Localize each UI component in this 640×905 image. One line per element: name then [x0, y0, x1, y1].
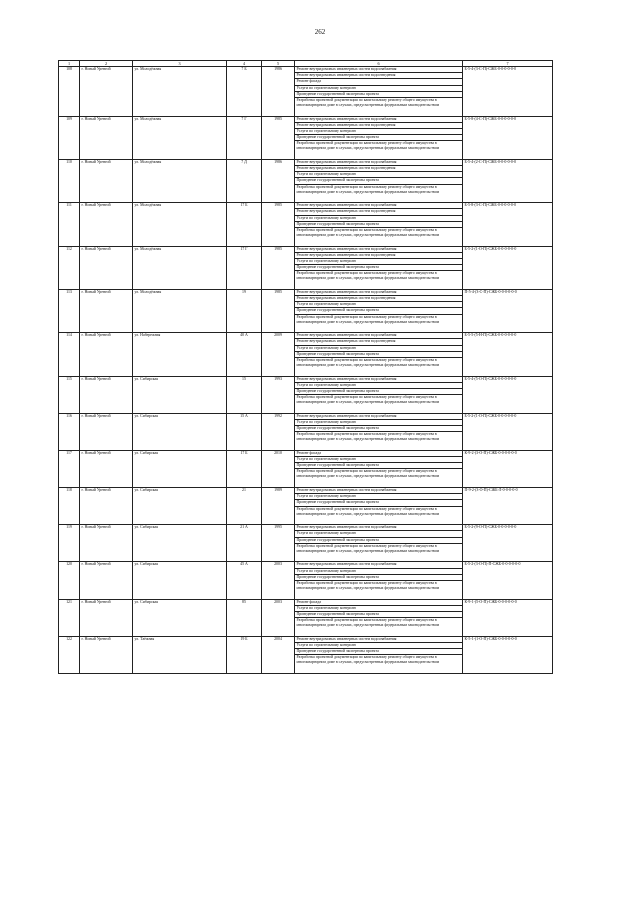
work-item: Разработка проектной документации по капитальному ремонту общего имущества в многоквартирном доме в случаях, предусмотренных федеральным законодательством: [295, 506, 463, 525]
entry-house: 15 А: [227, 413, 262, 450]
work-item: Разработка проектной документации по капитальному ремонту общего имущества в многоквартирном доме в случаях, предусмотренных федеральным законодательством: [295, 314, 463, 333]
entry-year: 1992: [262, 413, 295, 450]
table-body: [59, 67, 553, 674]
entry-number: 111: [59, 203, 80, 246]
table-row: [59, 636, 553, 642]
entry-street: ул. Сибирская: [133, 413, 227, 450]
entry-house: 40 А: [227, 333, 262, 376]
entry-year: 1985: [262, 116, 295, 159]
work-item: Ремонт внутридомовых инженерных систем водоснабжения: [295, 203, 463, 209]
work-item: Проведение государственной экспертизы проекта: [295, 265, 463, 271]
column-header: 1: [59, 61, 80, 67]
entry-street: ул. Молодёжная: [133, 246, 227, 289]
work-item: Ремонт внутридомовых инженерных систем водоснабжения: [295, 246, 463, 252]
work-item: Разработка проектной документации по капитальному ремонту общего имущества в многоквартирном доме в случаях, предусмотренных федеральным законодательством: [295, 655, 463, 674]
building-code: Б-5-2-(3-О-П)-П-СЖБ-0-0-0-0-0-0: [463, 562, 553, 599]
building-code: К-5-1-(1-О-П)-СЖБ-0-0-0-0-0-0: [463, 636, 553, 673]
table-row: [59, 159, 553, 165]
entry-street: ул. Сибирская: [133, 376, 227, 413]
work-item: Проведение государственной экспертизы проекта: [295, 426, 463, 432]
work-item: Разработка проектной документации по капитальному ремонту общего имущества в многоквартирном доме в случаях, предусмотренных федеральным законодательством: [295, 141, 463, 160]
entry-house: 17 Б: [227, 203, 262, 246]
work-item: Разработка проектной документации по капитальному ремонту общего имущества в многоквартирном доме в случаях, предусмотренных федеральным законодательством: [295, 432, 463, 451]
work-item: Ремонт внутридомовых инженерных систем водоснабжения: [295, 159, 463, 165]
building-code: Б-5-8-(3-С-П)-СЖБ-0-0-0-0-0-0: [463, 203, 553, 246]
entry-city: г. Новый Уренгой: [80, 67, 133, 117]
work-item: Проведение государственной экспертизы проекта: [295, 221, 463, 227]
entry-house: 15: [227, 376, 262, 413]
table-row: [59, 289, 553, 295]
column-header: 2: [80, 61, 133, 67]
work-item: Ремонт фасада: [295, 599, 463, 605]
table-row: [59, 562, 553, 568]
work-item: Ремонт внутридомовых инженерных систем водоснабжения: [295, 333, 463, 339]
building-code: Б-5-4-(2-С-П)-СЖБ-0-0-0-0-0-0: [463, 159, 553, 202]
entry-house: 45 А: [227, 562, 262, 599]
entry-street: ул. Молодёжная: [133, 203, 227, 246]
work-item: Разработка проектной документации по капитальному ремонту общего имущества в многоквартирном доме в случаях, предусмотренных федеральным законодательством: [295, 227, 463, 246]
building-code: К-9-1-(5-О-П)-СЖБ-0-0-0-0-0-0: [463, 599, 553, 636]
work-item: Услуги по строительному контролю: [295, 494, 463, 500]
work-item: Проведение государственной экспертизы проекта: [295, 500, 463, 506]
work-item: Разработка проектной документации по капитальному ремонту общего имущества в многоквартирном доме в случаях, предусмотренных федеральным законодательством: [295, 543, 463, 562]
entry-house: 21: [227, 488, 262, 525]
entry-street: ул. Сибирская: [133, 488, 227, 525]
work-item: Проведение государственной экспертизы проекта: [295, 178, 463, 184]
column-header: 7: [463, 61, 553, 67]
entry-number: 122: [59, 636, 80, 673]
table-row: [59, 376, 553, 382]
building-code: Б-5-2-(1-О-П)-СЖБ-0-0-0-0-0-0: [463, 246, 553, 289]
entry-year: 1985: [262, 289, 295, 332]
entry-city: г. Новый Уренгой: [80, 159, 133, 202]
table-row: [59, 525, 553, 531]
entry-house: 7 Г: [227, 116, 262, 159]
work-item: Услуги по строительному контролю: [295, 419, 463, 425]
entry-year: 1989: [262, 488, 295, 525]
column-header: 6: [295, 61, 463, 67]
table-row: [59, 203, 553, 209]
work-item: Ремонт внутридомовых инженерных систем водоотведения: [295, 296, 463, 302]
work-item: Услуги по строительному контролю: [295, 302, 463, 308]
entry-number: 110: [59, 159, 80, 202]
entry-number: 112: [59, 246, 80, 289]
work-item: Ремонт фасада: [295, 79, 463, 85]
entry-year: 1985: [262, 203, 295, 246]
entry-year: 1986: [262, 67, 295, 117]
work-item: Услуги по строительному контролю: [295, 172, 463, 178]
work-item: Ремонт фасада: [295, 450, 463, 456]
entry-number: 115: [59, 376, 80, 413]
work-item: Проведение государственной экспертизы проекта: [295, 463, 463, 469]
building-code: Б-5-2-(1-О-П)-СЖБ-0-0-0-0-0-0: [463, 413, 553, 450]
entry-city: г. Новый Уренгой: [80, 413, 133, 450]
work-item: Ремонт внутридомовых инженерных систем водоснабжения: [295, 636, 463, 642]
work-item: Разработка проектной документации по капитальному ремонту общего имущества в многоквартирном доме в случаях, предусмотренных федеральным законодательством: [295, 358, 463, 377]
entry-house: 7 Б: [227, 67, 262, 117]
entry-number: 118: [59, 488, 80, 525]
entry-city: г. Новый Уренгой: [80, 450, 133, 487]
work-item: Услуги по строительному контролю: [295, 215, 463, 221]
work-item: Услуги по строительному контролю: [295, 568, 463, 574]
work-item: Ремонт внутридомовых инженерных систем водоотведения: [295, 339, 463, 345]
entry-city: г. Новый Уренгой: [80, 116, 133, 159]
entry-year: 2009: [262, 333, 295, 376]
building-code: П-9-2-(3-О-П)-СЖБ-Л-0-0-0-0-0: [463, 488, 553, 525]
entry-street: ул. Сибирская: [133, 562, 227, 599]
column-header: 4: [227, 61, 262, 67]
repair-register-table: [58, 60, 553, 674]
entry-number: 120: [59, 562, 80, 599]
entry-city: г. Новый Уренгой: [80, 289, 133, 332]
work-item: Проведение государственной экспертизы проекта: [295, 308, 463, 314]
work-item: Услуги по строительному контролю: [295, 642, 463, 648]
work-item: Разработка проектной документации по капитальному ремонту общего имущества в многоквартирном доме в случаях, предусмотренных федеральным законодательством: [295, 580, 463, 599]
column-header: 3: [133, 61, 227, 67]
entry-year: 2003: [262, 562, 295, 599]
page-number: 262: [314, 28, 326, 36]
work-item: Проведение государственной экспертизы проекта: [295, 611, 463, 617]
work-item: Ремонт внутридомовых инженерных систем водоотведения: [295, 73, 463, 79]
entry-street: ул. Набережная: [133, 333, 227, 376]
work-item: Ремонт внутридомовых инженерных систем водоснабжения: [295, 67, 463, 73]
entry-city: г. Новый Уренгой: [80, 246, 133, 289]
entry-street: ул. Молодёжная: [133, 289, 227, 332]
entry-house: 19 Б: [227, 636, 262, 673]
entry-city: г. Новый Уренгой: [80, 599, 133, 636]
entry-house: 7 Д: [227, 159, 262, 202]
work-item: Разработка проектной документации по капитальному ремонту общего имущества в многоквартирном доме в случаях, предусмотренных федеральным законодательством: [295, 469, 463, 488]
table-row: [59, 488, 553, 494]
entry-city: г. Новый Уренгой: [80, 562, 133, 599]
entry-year: 1993: [262, 376, 295, 413]
work-item: Разработка проектной документации по капитальному ремонту общего имущества в многоквартирном доме в случаях, предусмотренных федеральным законодательством: [295, 97, 463, 116]
entry-number: 108: [59, 67, 80, 117]
building-code: Б-5-4-(3-С-П)-СЖБ-0-0-0-0-0-0: [463, 67, 553, 117]
entry-street: ул. Таёжная: [133, 636, 227, 673]
entry-year: 1995: [262, 525, 295, 562]
entry-street: ул. Сибирская: [133, 525, 227, 562]
entry-year: 2004: [262, 636, 295, 673]
building-code: Б-5-4-(5-О-П)-СЖБ-0-0-0-0-0-0: [463, 376, 553, 413]
entry-number: 116: [59, 413, 80, 450]
work-item: Проведение государственной экспертизы проекта: [295, 649, 463, 655]
entry-city: г. Новый Уренгой: [80, 203, 133, 246]
work-item: Услуги по строительному контролю: [295, 531, 463, 537]
table-row: [59, 116, 553, 122]
entry-street: ул. Сибирская: [133, 450, 227, 487]
entry-city: г. Новый Уренгой: [80, 333, 133, 376]
work-item: Разработка проектной документации по капитальному ремонту общего имущества в многоквартирном доме в случаях, предусмотренных федеральным законодательством: [295, 618, 463, 637]
table-row: [59, 413, 553, 419]
entry-city: г. Новый Уренгой: [80, 525, 133, 562]
work-item: Услуги по строительному контролю: [295, 258, 463, 264]
work-item: Ремонт внутридомовых инженерных систем водоснабжения: [295, 289, 463, 295]
entry-house: 85: [227, 599, 262, 636]
entry-number: 119: [59, 525, 80, 562]
table-row: [59, 599, 553, 605]
work-item: Разработка проектной документации по капитальному ремонту общего имущества в многоквартирном доме в случаях, предусмотренных федеральным законодательством: [295, 395, 463, 414]
entry-number: 114: [59, 333, 80, 376]
entry-number: 121: [59, 599, 80, 636]
work-item: Услуги по строительному контролю: [295, 457, 463, 463]
work-item: Ремонт внутридомовых инженерных систем водоснабжения: [295, 413, 463, 419]
entry-street: ул. Молодёжная: [133, 116, 227, 159]
entry-year: 2010: [262, 450, 295, 487]
entry-street: ул. Молодёжная: [133, 159, 227, 202]
work-item: Услуги по строительному контролю: [295, 85, 463, 91]
work-item: Услуги по строительному контролю: [295, 382, 463, 388]
work-item: Разработка проектной документации по капитальному ремонту общего имущества в многоквартирном доме в случаях, предусмотренных федеральным законодательством: [295, 184, 463, 203]
work-item: Услуги по строительному контролю: [295, 345, 463, 351]
building-code: К-9-2-(3-О-П)-СЖБ-0-0-0-0-0-0: [463, 450, 553, 487]
work-item: Ремонт внутридомовых инженерных систем водоотведения: [295, 122, 463, 128]
table-row: [59, 450, 553, 456]
work-item: Ремонт внутридомовых инженерных систем водоснабжения: [295, 116, 463, 122]
work-item: Проведение государственной экспертизы проекта: [295, 135, 463, 141]
work-item: Разработка проектной документации по капитальному ремонту общего имущества в многоквартирном доме в случаях, предусмотренных федеральным законодательством: [295, 271, 463, 290]
work-item: Проведение государственной экспертизы проекта: [295, 91, 463, 97]
entry-street: ул. Молодёжная: [133, 67, 227, 117]
building-code: Б-5-5-(5-Н-П)-СЖБ-0-0-0-0-0-0: [463, 333, 553, 376]
table-row: [59, 246, 553, 252]
entry-street: ул. Сибирская: [133, 599, 227, 636]
building-code: Б-5-2-(9-О-П)-СЖБ-0-0-0-0-0-0: [463, 525, 553, 562]
entry-city: г. Новый Уренгой: [80, 376, 133, 413]
work-item: Ремонт внутридомовых инженерных систем водоснабжения: [295, 376, 463, 382]
building-code: Б-5-8-(4-С-П)-СЖБ-0-0-0-0-0-0: [463, 116, 553, 159]
column-header: 5: [262, 61, 295, 67]
work-item: Ремонт внутридомовых инженерных систем водоотведения: [295, 252, 463, 258]
table-row: [59, 67, 553, 73]
entry-number: 117: [59, 450, 80, 487]
building-code: П-5-4-(3-С-П)-СЖБ-0-0-0-0-0-0: [463, 289, 553, 332]
work-item: Проведение государственной экспертизы проекта: [295, 388, 463, 394]
work-item: Ремонт внутридомовых инженерных систем водоснабжения: [295, 488, 463, 494]
work-item: Проведение государственной экспертизы проекта: [295, 537, 463, 543]
entry-year: 1985: [262, 246, 295, 289]
entry-year: 2003: [262, 599, 295, 636]
work-item: Ремонт внутридомовых инженерных систем водоснабжения: [295, 525, 463, 531]
work-item: Услуги по строительному контролю: [295, 605, 463, 611]
work-item: Услуги по строительному контролю: [295, 128, 463, 134]
table-row: [59, 333, 553, 339]
entry-house: 21 А: [227, 525, 262, 562]
work-item: Проведение государственной экспертизы проекта: [295, 574, 463, 580]
entry-house: 17 Г: [227, 246, 262, 289]
work-item: Проведение государственной экспертизы проекта: [295, 351, 463, 357]
work-item: Ремонт внутридомовых инженерных систем водоснабжения: [295, 562, 463, 568]
entry-city: г. Новый Уренгой: [80, 636, 133, 673]
entry-house: 17 Б: [227, 450, 262, 487]
work-item: Ремонт внутридомовых инженерных систем водоотведения: [295, 166, 463, 172]
entry-house: 19: [227, 289, 262, 332]
entry-number: 113: [59, 289, 80, 332]
entry-number: 109: [59, 116, 80, 159]
entry-year: 1986: [262, 159, 295, 202]
work-item: Ремонт внутридомовых инженерных систем водоотведения: [295, 209, 463, 215]
entry-city: г. Новый Уренгой: [80, 488, 133, 525]
